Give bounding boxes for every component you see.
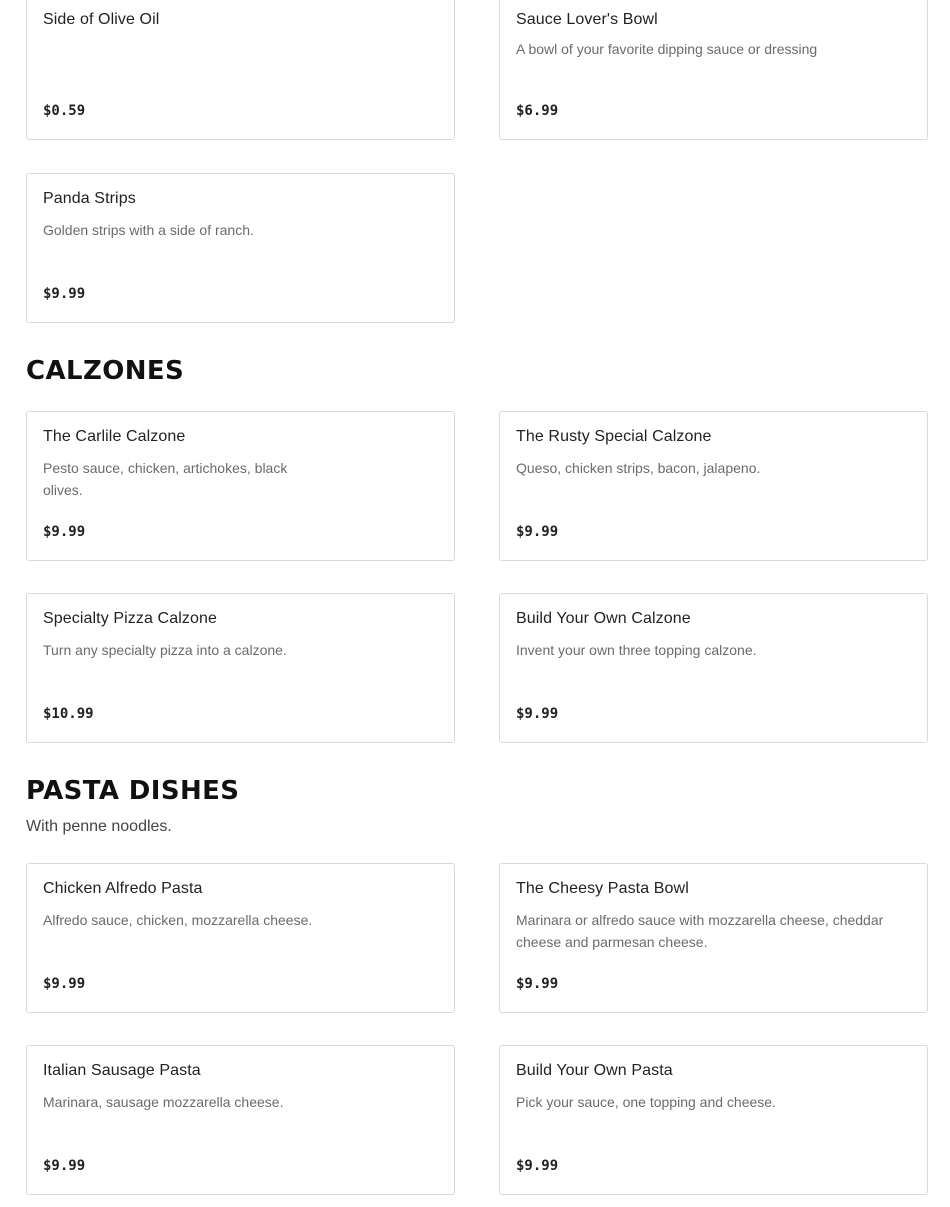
menu-item-name: The Rusty Special Calzone <box>516 428 712 445</box>
menu-item-card[interactable] <box>499 593 928 743</box>
menu-item-description: Pick your sauce, one topping and cheese. <box>516 1094 776 1110</box>
section-title-calzones: CALZONES <box>26 356 185 386</box>
menu-item-description: Queso, chicken strips, bacon, jalapeno. <box>516 460 761 476</box>
menu-item-price: $9.99 <box>516 1158 559 1174</box>
menu-item-description: Alfredo sauce, chicken, mozzarella cheese. <box>43 912 313 928</box>
menu-item-name: The Carlile Calzone <box>43 428 186 445</box>
menu-item-card[interactable] <box>26 411 455 561</box>
menu-item-card[interactable] <box>26 0 455 140</box>
menu-item-name: Italian Sausage Pasta <box>43 1062 201 1079</box>
menu-item-price: $6.99 <box>516 103 559 119</box>
menu-item-name: Build Your Own Pasta <box>516 1062 673 1079</box>
menu-item-price: $9.99 <box>516 976 559 992</box>
menu-item-name: Specialty Pizza Calzone <box>43 610 217 627</box>
menu-item-card[interactable] <box>499 0 928 140</box>
menu-item-description: Marinara or alfredo sauce with mozzarella cheese, cheddar cheese and parmesan cheese. <box>516 912 884 950</box>
menu-item-description: Invent your own three topping calzone. <box>516 642 757 658</box>
menu-item-price: $10.99 <box>43 706 94 722</box>
menu-item-price: $9.99 <box>43 286 86 302</box>
menu-item-price: $9.99 <box>43 524 86 540</box>
menu-item-price: $9.99 <box>516 706 559 722</box>
menu-item-price: $9.99 <box>516 524 559 540</box>
menu-item-name: Chicken Alfredo Pasta <box>43 880 203 897</box>
menu-item-name: The Cheesy Pasta Bowl <box>516 880 689 897</box>
menu-item-card[interactable] <box>26 173 455 323</box>
menu-item-card[interactable] <box>499 411 928 561</box>
menu-item-card[interactable] <box>499 1045 928 1195</box>
menu-item-card[interactable] <box>26 1045 455 1195</box>
section-subtitle: With penne noodles. <box>26 818 172 835</box>
menu-item-name: Side of Olive Oil <box>43 11 160 28</box>
menu-item-description: Golden strips with a side of ranch. <box>43 222 254 238</box>
menu-item-name: Sauce Lover's Bowl <box>516 11 658 28</box>
menu-item-description: Marinara, sausage mozzarella cheese. <box>43 1094 284 1110</box>
menu-item-price: $9.99 <box>43 1158 86 1174</box>
menu-item-card[interactable] <box>26 593 455 743</box>
menu-item-name: Build Your Own Calzone <box>516 610 691 627</box>
menu-item-card[interactable] <box>26 863 455 1013</box>
menu-item-name: Panda Strips <box>43 190 136 207</box>
menu-item-description: A bowl of your favorite dipping sauce or dressing <box>516 41 818 57</box>
menu-item-description: Turn any specialty pizza into a calzone. <box>43 642 287 658</box>
menu-item-description: Pesto sauce, chicken, artichokes, black olives. <box>43 460 288 498</box>
menu-item-price: $0.59 <box>43 103 86 119</box>
menu-item-price: $9.99 <box>43 976 86 992</box>
menu-item-card[interactable] <box>499 863 928 1013</box>
section-title-pasta-dishes: PASTA DISHES <box>26 776 240 806</box>
